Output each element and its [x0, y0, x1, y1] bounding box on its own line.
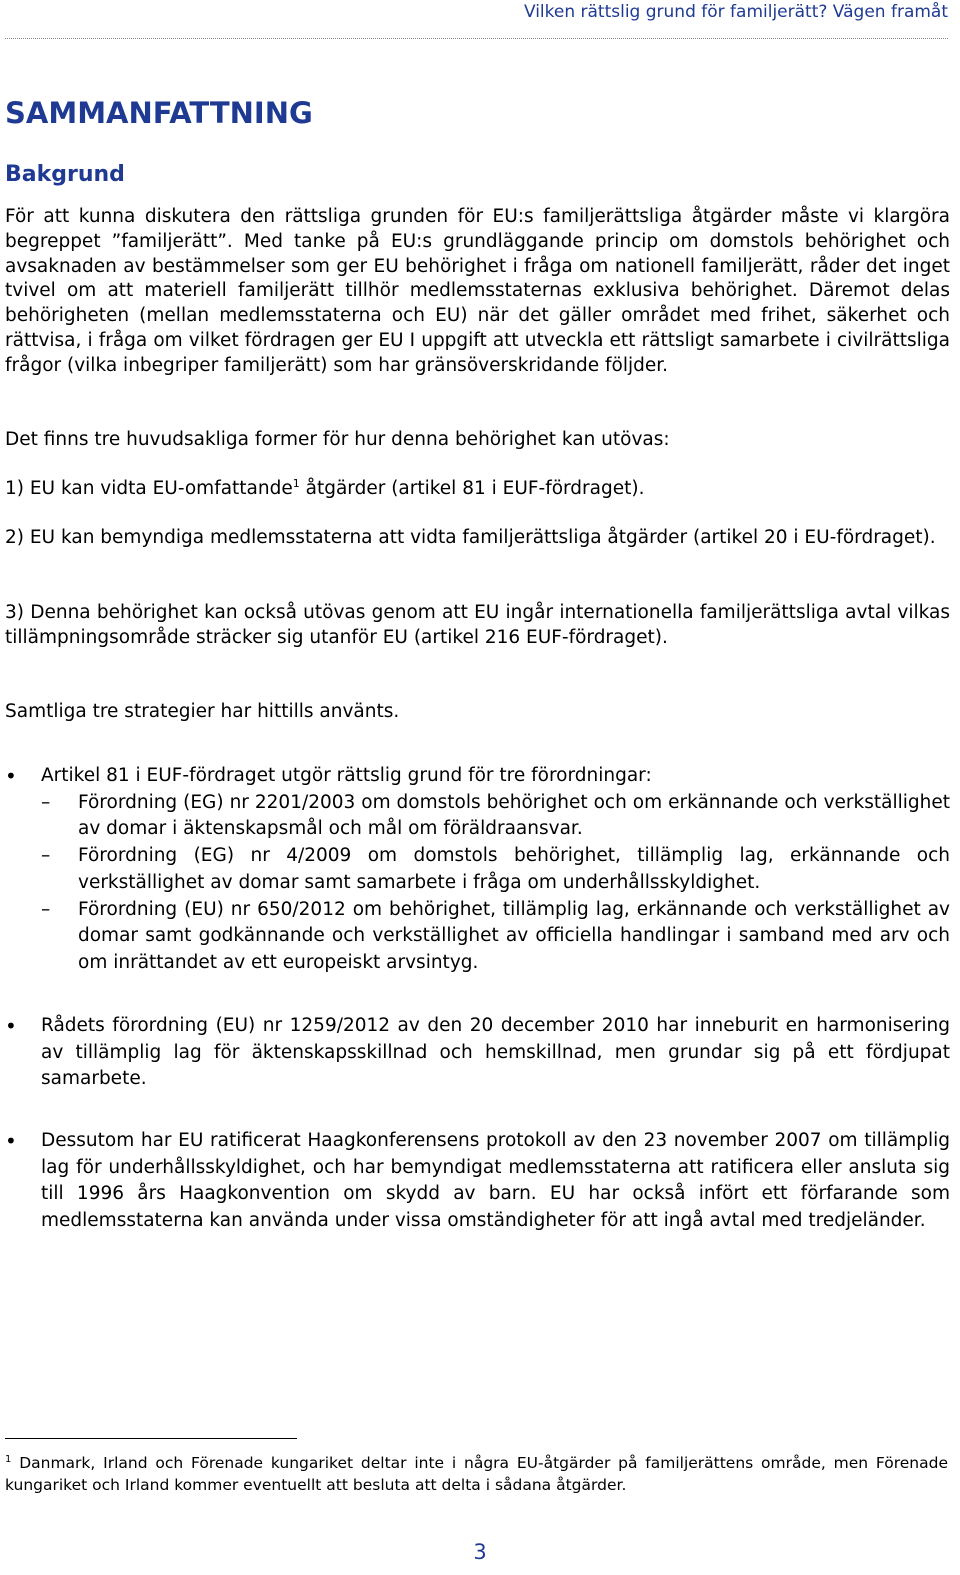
- dash-icon: –: [41, 791, 51, 813]
- paragraph-form-2: 2) EU kan bemyndiga medlemsstaterna att vidta familjerättsliga åtgärder (artikel 20 i EU-fördraget).: [5, 527, 936, 548]
- page-title: SAMMANFATTNING: [5, 96, 313, 130]
- paragraph-forms-intro: Det finns tre huvudsakliga former för hur denna behörighet kan utövas:: [5, 429, 670, 450]
- list-item: [5, 763, 950, 977]
- footnote-divider: [5, 1438, 297, 1439]
- form-1-text-after: åtgärder (artikel 81 i EUF-fördraget).: [299, 478, 645, 499]
- bullet-text: Dessutom har EU ratificerat Haagkonferensens protokoll av den 23 november 2007 om tillämplig lag för underhållsskyldighet, och har bemyndigat medlemsstaterna att ratificera eller ansluta sig till 1996 års Haagkonvention om skydd av barn. EU har också infört ett förfarande som medlemsstaterna kan använda under vissa omständigheter för att ingå avtal med tredjeländer.: [41, 1130, 950, 1232]
- sub-item-text: Förordning (EG) nr 4/2009 om domstols behörighet, tillämplig lag, erkännande och verkställighet av domar samt samarbete i fråga om underhållsskyldighet.: [78, 845, 950, 893]
- bullet-icon: •: [5, 764, 17, 788]
- bullet-text: Artikel 81 i EUF-fördraget utgör rättslig grund för tre förordningar:: [41, 765, 652, 786]
- paragraph-strategies: Samtliga tre strategier har hittills använts.: [5, 701, 400, 722]
- footnote-ref[interactable]: 1: [292, 476, 300, 490]
- bullet-text: Rådets förordning (EU) nr 1259/2012 av den 20 december 2010 har inneburit en harmonisering av tillämplig lag för äktenskapsskillnad och hemskillnad, men grundar sig på ett fördjupat samarbete.: [41, 1015, 950, 1090]
- list-item: [5, 1013, 950, 1093]
- sub-list-item: [41, 897, 950, 977]
- list-item: [5, 1128, 950, 1235]
- paragraph-form-1: [5, 477, 950, 502]
- footnote: [5, 1452, 948, 1496]
- dash-icon: –: [41, 898, 51, 920]
- header-divider: [5, 38, 948, 39]
- page-number: 3: [473, 1540, 487, 1564]
- bullet-icon: •: [5, 1129, 17, 1153]
- sub-item-text: Förordning (EU) nr 650/2012 om behörighet, tillämplig lag, erkännande och verkställighet av domar samt godkännande och verkställighet av officiella handlingar i samband med arv och om inrättandet av ett europeiskt arvsintyg.: [78, 898, 950, 973]
- sub-list-item: [41, 843, 950, 896]
- form-1-text: 1) EU kan vidta EU-omfattande: [5, 478, 293, 499]
- dash-icon: –: [41, 845, 51, 867]
- bullet-icon: •: [5, 1014, 17, 1038]
- section-heading: Bakgrund: [5, 162, 125, 187]
- running-header: Vilken rättslig grund för familjerätt? Vägen framåt: [523, 2, 948, 22]
- sub-list-item: [41, 790, 950, 843]
- paragraph-background: För att kunna diskutera den rättsliga grunden för EU:s familjerättsliga åtgärder måste vi klargöra begreppet ”familjerätt”. Med tanke på EU:s grundläggande princip om domstols behörighet och avsaknaden av bestämmelser som ger EU behörighet i fråga om nationell familjerätt, råder det inget tvivel om att materiell familjerätt tillhör medlemsstaternas exklusiva behörighet. Däremot delas behörigheten (mellan medlemsstaterna och EU) när det gäller området med frihet, säkerhet och rättvisa, i fråga om vilket fördragen ger EU I uppgift att utveckla ett rättsligt samarbete i civilrättsliga frågor (vilka inbegriper familjerätt) som har gränsöverskridande följder.: [5, 206, 950, 376]
- sub-item-text: Förordning (EG) nr 2201/2003 om domstols behörighet och om erkännande och verkställighet av domar i äktenskapsmål och mål om föräldraansvar.: [78, 791, 950, 840]
- footnote-text: Danmark, Irland och Förenade kungariket deltar inte i några EU-åtgärder på familjerättens område, men Förenade kungariket och Irland kommer eventuellt att besluta att delta i sådana åtgärder.: [5, 1454, 948, 1494]
- paragraph-form-3: 3) Denna behörighet kan också utövas genom att EU ingår internationella familjerättsliga avtal vilkas tillämpningsområde sträcker sig utanför EU (artikel 216 EUF-fördraget).: [5, 602, 950, 648]
- footnote-marker: 1: [5, 1453, 12, 1465]
